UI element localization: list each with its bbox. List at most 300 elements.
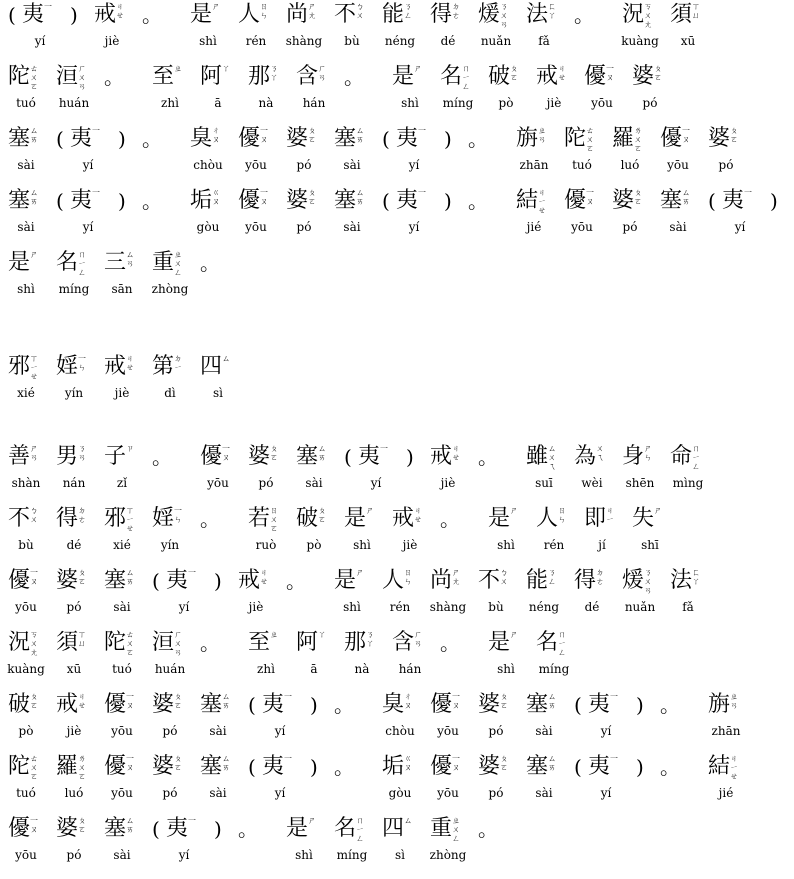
punctuation: 。 (286, 569, 306, 593)
pinyin-annotation: suī (535, 476, 553, 490)
punctuation: ) (444, 189, 452, 213)
annotated-character (104, 752, 152, 814)
hanzi: 塞 (200, 754, 223, 779)
punctuation-period (334, 752, 358, 814)
hanzi: 優 (430, 692, 453, 717)
hanzi: 婆 (56, 568, 79, 593)
punctuation: ( (382, 189, 390, 213)
zhuyin-annotation: ㄒ ㄩ (692, 2, 700, 20)
punctuation-period (660, 752, 684, 814)
zhuyin-annotation: ㄓ ㄢ (730, 692, 738, 710)
pinyin-annotation: yí (34, 34, 46, 48)
annotated-character (526, 0, 574, 62)
zhuyin-annotation: ㄚ (318, 630, 326, 639)
zhuyin-annotation: ㄐ ㄝ (126, 354, 134, 372)
annotated-character (708, 752, 756, 814)
zhuyin-annotation: ㄓ ㄨ ㄥ (452, 816, 460, 843)
zhuyin-annotation: ㄐ ㄝ (558, 64, 566, 82)
annotated-character (56, 814, 104, 876)
annotated-character (104, 690, 152, 752)
punctuation-period (478, 442, 502, 504)
hanzi: 子 (104, 444, 127, 469)
pinyin-annotation: shàng (285, 34, 323, 48)
annotated-character (104, 442, 152, 504)
zhuyin-annotation: ㄇ ㄧ ㄥ (558, 630, 566, 657)
hanzi: 第 (152, 354, 175, 379)
annotated-character (296, 62, 344, 124)
punctuation: 。 (478, 817, 498, 841)
zhuyin-annotation: ㄈ ㄚ (548, 2, 556, 20)
pinyin-annotation: sì (395, 848, 405, 862)
zhuyin-annotation: ㄗ (126, 444, 134, 453)
zhuyin-annotation: ㄕ ㄤ (308, 2, 316, 20)
hanzi: 臭 (190, 126, 213, 151)
pinyin-annotation: pó (66, 848, 82, 862)
annotated-character (8, 62, 56, 124)
pinyin-annotation: pó (296, 158, 312, 172)
annotated-character (488, 62, 536, 124)
zhuyin-annotation: ㄇ ㄧ ㄥ (356, 816, 364, 843)
pinyin-annotation: pò (306, 538, 322, 552)
pinyin-annotation: pó (162, 724, 178, 738)
pinyin-annotation: shēn (625, 476, 655, 490)
annotated-character (190, 0, 238, 62)
hanzi: 塞 (200, 692, 223, 717)
hanzi: 夷 (588, 692, 611, 717)
zhuyin-annotation: ㄎ ㄨ ㄤ (30, 630, 38, 657)
zhuyin-annotation: ㄏ ㄨ ㄢ (78, 64, 86, 91)
zhuyin-annotation: ㄏ ㄢ (318, 64, 326, 82)
zhuyin-annotation: ㄕ (654, 506, 662, 515)
annotated-character (8, 690, 56, 752)
hanzi: 婆 (478, 692, 501, 717)
text-line (0, 752, 738, 814)
punctuation-period (152, 442, 176, 504)
pinyin-annotation: shì (343, 600, 361, 614)
zhuyin-annotation: ㄨ ㄟ (596, 444, 604, 462)
annotated-character (238, 566, 286, 628)
pinyin-annotation: pó (66, 600, 82, 614)
annotated-character (238, 186, 286, 248)
annotated-character (392, 504, 440, 566)
zhuyin-annotation: ㄒ ㄧ ㄝ (126, 506, 134, 533)
pinyin-annotation: dé (584, 600, 600, 614)
text-line (0, 442, 704, 504)
annotated-character (8, 628, 56, 690)
annotated-character (478, 752, 526, 814)
annotated-character (488, 504, 536, 566)
punctuation: 。 (152, 445, 172, 469)
zhuyin-annotation: ㄆ ㄛ (510, 64, 518, 82)
hanzi: 雖 (526, 444, 549, 469)
pinyin-annotation: yí (408, 158, 420, 172)
punctuation-period (200, 628, 224, 690)
hanzi: 婬 (56, 354, 79, 379)
zhuyin-annotation: ㄇ ㄧ ㄥ (78, 250, 86, 277)
annotated-character (430, 690, 478, 752)
hanzi: 夷 (722, 188, 745, 213)
text-line (0, 62, 682, 124)
annotated-character (440, 62, 488, 124)
hanzi: 夷 (262, 692, 285, 717)
hanzi: 婆 (248, 444, 271, 469)
zhuyin-annotation: ㄆ ㄛ (318, 506, 326, 524)
hanzi: 夷 (166, 816, 189, 841)
annotated-character (526, 442, 574, 504)
annotated-character (200, 442, 248, 504)
annotated-character (152, 62, 200, 124)
pinyin-annotation: hán (302, 96, 326, 110)
hanzi: 破 (296, 506, 319, 531)
annotated-character (670, 566, 718, 628)
punctuation-close-paren (310, 752, 334, 814)
annotated-character (670, 0, 718, 62)
pinyin-annotation: yín (64, 386, 84, 400)
hanzi: 那 (344, 630, 367, 655)
annotated-character (382, 566, 430, 628)
hanzi: 是 (392, 64, 415, 89)
hanzi: 為 (574, 444, 597, 469)
zhuyin-annotation: ㄕ ㄣ (644, 444, 652, 462)
hanzi: 婆 (152, 692, 175, 717)
zhuyin-annotation: ㄍ ㄡ (404, 754, 412, 772)
hanzi: 尚 (430, 568, 453, 593)
hanzi: 失 (632, 506, 655, 531)
zhuyin-annotation: ㄕ (510, 506, 518, 515)
annotated-character (166, 566, 214, 628)
hanzi: 羅 (56, 754, 79, 779)
hanzi: 命 (670, 444, 693, 469)
text-line (0, 186, 778, 248)
text-line (0, 504, 682, 566)
pinyin-annotation: chòu (385, 724, 415, 738)
hanzi: 旃 (516, 126, 539, 151)
annotated-character (8, 248, 56, 310)
annotated-character (536, 62, 584, 124)
annotated-character (430, 814, 478, 876)
pinyin-annotation: zhì (161, 96, 179, 110)
punctuation: 。 (478, 445, 498, 469)
zhuyin-annotation: ㄕ (212, 2, 220, 11)
hanzi: 婆 (56, 816, 79, 841)
hanzi: 夷 (396, 126, 419, 151)
pinyin-annotation: jiè (248, 600, 264, 614)
annotated-character (8, 352, 56, 414)
hanzi: 能 (382, 2, 405, 27)
zhuyin-annotation: ㄉ ㄜ (596, 568, 604, 586)
hanzi: 戒 (56, 692, 79, 717)
pinyin-annotation: pó (488, 724, 504, 738)
punctuation: ) (310, 693, 318, 717)
zhuyin-annotation: ㄙ ㄨ ㄟ (548, 444, 556, 471)
annotated-character (248, 442, 296, 504)
hanzi: 優 (564, 188, 587, 213)
punctuation-period (468, 186, 492, 248)
annotated-character (612, 186, 660, 248)
pinyin-annotation: jiè (104, 34, 120, 48)
annotated-character (622, 442, 670, 504)
text-line (0, 628, 682, 690)
pinyin-annotation: shàng (429, 600, 467, 614)
annotated-character (334, 124, 382, 186)
zhuyin-annotation: 一 (610, 754, 618, 763)
hanzi: 至 (248, 630, 271, 655)
annotated-character (478, 566, 526, 628)
hanzi: 四 (382, 816, 405, 841)
pinyin-annotation: jí (598, 538, 606, 552)
hanzi: 況 (8, 630, 31, 655)
zhuyin-annotation: ㄊ ㄨ ㄛ (126, 630, 134, 657)
pinyin-annotation: rén (245, 34, 267, 48)
annotated-character (190, 186, 238, 248)
pinyin-annotation: yōu (207, 476, 229, 490)
annotated-character (200, 752, 248, 814)
zhuyin-annotation: ㄇ ㄧ ㄥ (692, 444, 700, 471)
zhuyin-annotation: ㄓ (270, 630, 278, 639)
punctuation-period (142, 124, 166, 186)
pinyin-annotation: sài (209, 724, 227, 738)
zhuyin-annotation: ㄙ ㄞ (548, 692, 556, 710)
annotated-character (152, 628, 200, 690)
hanzi: 婆 (152, 754, 175, 779)
zhuyin-annotation: ㄊ ㄨ ㄛ (30, 64, 38, 91)
zhuyin-annotation: 一 ㄡ (260, 126, 268, 144)
annotated-character (8, 186, 56, 248)
annotated-character (526, 752, 574, 814)
pinyin-annotation: xū (680, 34, 696, 48)
hanzi: 戒 (430, 444, 453, 469)
pinyin-annotation: yí (734, 220, 746, 234)
zhuyin-annotation: 一 ㄡ (30, 568, 38, 586)
hanzi: 得 (430, 2, 453, 27)
annotated-character (358, 442, 406, 504)
zhuyin-annotation: ㄐ ㄝ (414, 506, 422, 524)
hanzi: 不 (478, 568, 501, 593)
pinyin-annotation: yōu (15, 848, 37, 862)
zhuyin-annotation: ㄏ ㄨ ㄢ (174, 630, 182, 657)
zhuyin-annotation: ㄙ (222, 354, 230, 363)
zhuyin-annotation: 一 (188, 568, 196, 577)
punctuation: ( (344, 445, 352, 469)
hanzi: 三 (104, 250, 127, 275)
pinyin-annotation: huán (58, 96, 90, 110)
pinyin-annotation: tuó (572, 158, 592, 172)
pinyin-annotation: tuó (16, 96, 36, 110)
annotated-character (564, 124, 612, 186)
annotated-character (396, 124, 444, 186)
hanzi: 是 (344, 506, 367, 531)
punctuation-close-paren (444, 186, 468, 248)
pinyin-annotation: sài (305, 476, 323, 490)
punctuation-period (142, 186, 166, 248)
hanzi: 婆 (286, 126, 309, 151)
hanzi: 優 (660, 126, 683, 151)
annotated-character (286, 124, 334, 186)
zhuyin-annotation: ㄒ ㄩ (78, 630, 86, 648)
punctuation: ) (214, 569, 222, 593)
punctuation-period (104, 62, 128, 124)
zhuyin-annotation: ㄆ ㄛ (730, 126, 738, 144)
annotated-character (526, 690, 574, 752)
zhuyin-annotation: 一 (92, 188, 100, 197)
punctuation: ( (152, 569, 160, 593)
annotated-character (104, 352, 152, 414)
annotated-character (588, 752, 636, 814)
annotated-character (632, 62, 680, 124)
hanzi: 戒 (238, 568, 261, 593)
zhuyin-annotation: ㄆ ㄛ (174, 754, 182, 772)
pinyin-annotation: zhì (257, 662, 275, 676)
pinyin-annotation: pò (18, 724, 34, 738)
punctuation-period (468, 124, 492, 186)
punctuation: 。 (468, 127, 488, 151)
zhuyin-annotation: 一 (44, 2, 52, 11)
zhuyin-annotation: 一 ㄡ (682, 126, 690, 144)
zhuyin-annotation: ㄕ (356, 568, 364, 577)
annotated-character (396, 186, 444, 248)
zhuyin-annotation: ㄆ ㄛ (270, 444, 278, 462)
pinyin-annotation: yí (178, 848, 190, 862)
zhuyin-annotation: ㄕ (510, 630, 518, 639)
pinyin-annotation: ā (310, 662, 318, 676)
hanzi: 羅 (612, 126, 635, 151)
pinyin-annotation: zhān (711, 724, 741, 738)
hanzi: 夷 (588, 754, 611, 779)
pinyin-annotation: pó (718, 158, 734, 172)
zhuyin-annotation: ㄉ ㄜ (78, 506, 86, 524)
zhuyin-annotation: ㄊ ㄨ ㄛ (30, 754, 38, 781)
zhuyin-annotation: ㄕ (366, 506, 374, 515)
zhuyin-annotation: ㄓ ㄨ ㄥ (174, 250, 182, 277)
zhuyin-annotation: ㄏ ㄢ (414, 630, 422, 648)
annotated-character (632, 504, 680, 566)
hanzi: 優 (584, 64, 607, 89)
pinyin-annotation: pò (498, 96, 514, 110)
hanzi: 若 (248, 506, 271, 531)
annotated-character (722, 186, 770, 248)
pinyin-annotation: gòu (196, 220, 220, 234)
punctuation-period (200, 248, 224, 310)
hanzi: 法 (526, 2, 549, 27)
pinyin-annotation: shì (401, 96, 419, 110)
punctuation: 。 (468, 189, 488, 213)
punctuation-period (660, 690, 684, 752)
punctuation-close-paren (70, 0, 94, 62)
zhuyin-annotation: ㄔ ㄡ (404, 692, 412, 710)
zhuyin-annotation: ㄋ ㄥ (404, 2, 412, 20)
punctuation: ( (8, 3, 16, 27)
hanzi: 是 (334, 568, 357, 593)
zhuyin-annotation: ㄆ ㄛ (500, 754, 508, 772)
zhuyin-annotation: 一 ㄡ (452, 692, 460, 710)
pinyin-annotation: bù (18, 538, 34, 552)
pinyin-annotation: ruò (255, 538, 277, 552)
hanzi: 是 (488, 506, 511, 531)
hanzi: 戒 (94, 2, 117, 27)
annotated-character (152, 352, 200, 414)
hanzi: 邪 (8, 354, 31, 379)
hanzi: 重 (152, 250, 175, 275)
annotated-character (382, 0, 430, 62)
hanzi: 優 (238, 188, 261, 213)
pinyin-annotation: sài (17, 220, 35, 234)
punctuation: 。 (660, 693, 680, 717)
hanzi: 臭 (382, 692, 405, 717)
zhuyin-annotation: 一 ㄡ (606, 64, 614, 82)
annotated-character (382, 690, 430, 752)
pinyin-annotation: shī (641, 538, 659, 552)
hanzi: 四 (200, 354, 223, 379)
annotated-character (344, 504, 392, 566)
annotated-character (612, 124, 660, 186)
zhuyin-annotation: ㄋ ㄚ (270, 64, 278, 82)
zhuyin-annotation: 一 (188, 816, 196, 825)
pinyin-annotation: jiè (402, 538, 418, 552)
annotated-character (488, 628, 536, 690)
zhuyin-annotation: ㄆ ㄛ (500, 692, 508, 710)
zhuyin-annotation: ㄐ ㄧ (606, 506, 614, 524)
zhuyin-annotation: ㄕ (308, 816, 316, 825)
zhuyin-annotation: 一 (418, 188, 426, 197)
punctuation: ) (406, 445, 414, 469)
annotated-character (334, 0, 382, 62)
zhuyin-annotation: 一 ㄡ (222, 444, 230, 462)
annotated-character (296, 504, 344, 566)
punctuation-period (334, 690, 358, 752)
punctuation-period (238, 814, 262, 876)
hanzi: 垢 (190, 188, 213, 213)
punctuation: ) (770, 189, 778, 213)
zhuyin-annotation: ㄚ (222, 64, 230, 73)
punctuation: 。 (334, 755, 354, 779)
hanzi: 優 (8, 816, 31, 841)
pinyin-annotation: sān (111, 282, 133, 296)
hanzi: 須 (56, 630, 79, 655)
annotated-character (248, 628, 296, 690)
annotated-character (248, 62, 296, 124)
hanzi: 結 (516, 188, 539, 213)
pinyin-annotation: jiè (66, 724, 82, 738)
zhuyin-annotation: ㄖ ㄣ (260, 2, 268, 20)
annotated-character (430, 0, 478, 62)
punctuation: 。 (142, 189, 162, 213)
punctuation: ( (382, 127, 390, 151)
punctuation: ( (56, 127, 64, 151)
annotated-character (584, 504, 632, 566)
zhuyin-annotation: ㄙ ㄞ (126, 816, 134, 834)
pinyin-annotation: wèi (581, 476, 603, 490)
hanzi: 是 (190, 2, 213, 27)
pinyin-annotation: jié (718, 786, 734, 800)
hanzi: 是 (286, 816, 309, 841)
pinyin-annotation: shì (497, 662, 515, 676)
annotated-character (296, 628, 344, 690)
zhuyin-annotation: ㄐ ㄧ ㄝ (730, 754, 738, 781)
pinyin-annotation: sài (113, 848, 131, 862)
pinyin-annotation: yí (274, 724, 286, 738)
hanzi: 洹 (152, 630, 175, 655)
pinyin-annotation: yōu (245, 220, 267, 234)
punctuation-period (440, 628, 464, 690)
annotated-character (574, 566, 622, 628)
annotated-character (430, 566, 478, 628)
annotated-character (670, 442, 718, 504)
annotated-character (392, 628, 440, 690)
pinyin-annotation: jiè (546, 96, 562, 110)
pinyin-annotation: dé (440, 34, 456, 48)
hanzi: 得 (574, 568, 597, 593)
punctuation: 。 (440, 631, 460, 655)
